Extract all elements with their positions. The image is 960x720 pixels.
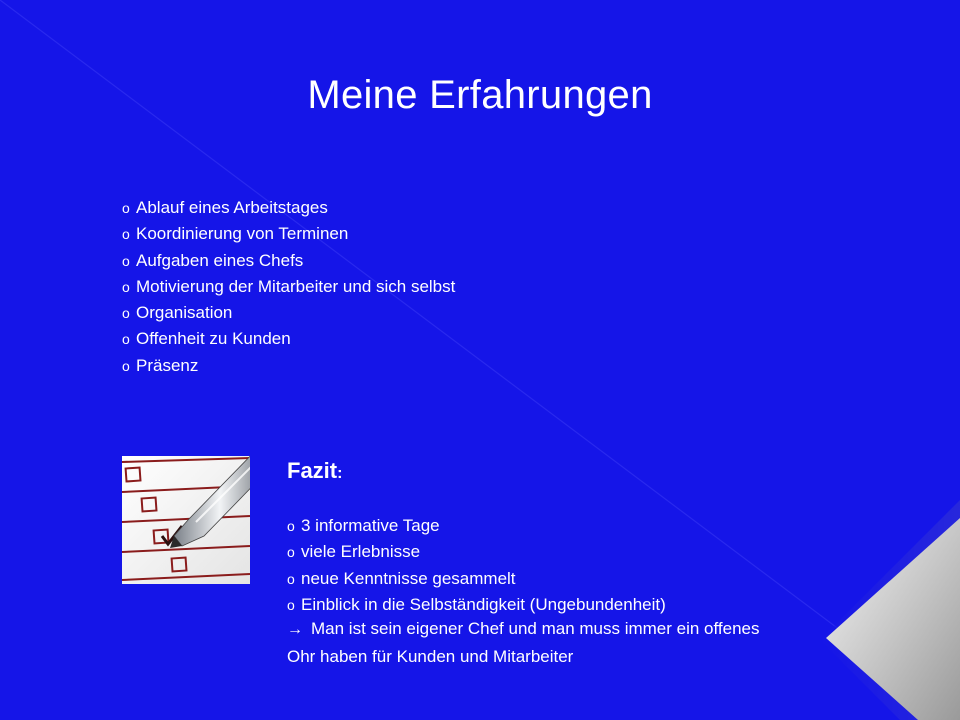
bullet-marker: o	[287, 596, 295, 613]
list-item	[122, 248, 455, 274]
checklist-with-pen-icon	[122, 456, 250, 584]
bullet-marker: o	[122, 252, 130, 269]
fazit-heading-colon: :	[337, 465, 343, 482]
bullet-marker: o	[122, 278, 130, 295]
bullet-marker: o	[122, 200, 130, 216]
list-item-text: Einblick in die Selbständigkeit (Ungebundenheit)	[301, 594, 666, 614]
conclusion-line-2: Ohr haben für Kunden und Mitarbeiter	[287, 647, 574, 666]
bullet-marker: o	[122, 305, 130, 322]
list-item	[122, 300, 455, 326]
list-item-text: Motivierung der Mitarbeiter und sich selbst	[136, 276, 456, 296]
arrow-right-icon: →	[287, 621, 303, 638]
bullet-marker: o	[287, 518, 295, 534]
list-item-text: Offenheit zu Kunden	[136, 329, 291, 349]
slide-title: Meine Erfahrungen	[307, 73, 653, 117]
list-item	[287, 566, 666, 592]
fazit-heading	[287, 454, 342, 491]
list-item-text: Organisation	[136, 303, 233, 323]
list-item	[122, 221, 455, 247]
list-item-text: 3 informative Tage	[301, 516, 440, 535]
conclusion-line-1: Man ist sein eigener Chef und man muss immer ein offenes	[311, 619, 760, 638]
checklist-illustration	[122, 456, 250, 584]
fazit-heading-text: Fazit	[287, 458, 338, 483]
list-item	[122, 353, 455, 379]
list-item	[122, 326, 455, 352]
bullet-marker: o	[122, 331, 130, 348]
bullet-marker: o	[287, 570, 295, 587]
list-item-text: Präsenz	[136, 355, 199, 375]
list-item-text: Koordinierung von Terminen	[136, 224, 349, 244]
list-item-text: neue Kenntnisse gesammelt	[301, 568, 516, 588]
bullet-marker: o	[122, 226, 130, 243]
list-item-text: Ablauf eines Arbeitstages	[136, 198, 328, 217]
fazit-list	[287, 513, 666, 618]
bullet-marker: o	[287, 544, 295, 561]
list-item-text: viele Erlebnisse	[301, 542, 421, 562]
experience-list	[122, 195, 455, 379]
list-item	[122, 195, 455, 221]
bullet-marker: o	[122, 357, 130, 374]
list-item	[287, 513, 666, 539]
conclusion-text	[287, 615, 887, 670]
list-item	[122, 274, 455, 300]
list-item-text: Aufgaben eines Chefs	[136, 250, 304, 270]
list-item	[287, 539, 666, 565]
